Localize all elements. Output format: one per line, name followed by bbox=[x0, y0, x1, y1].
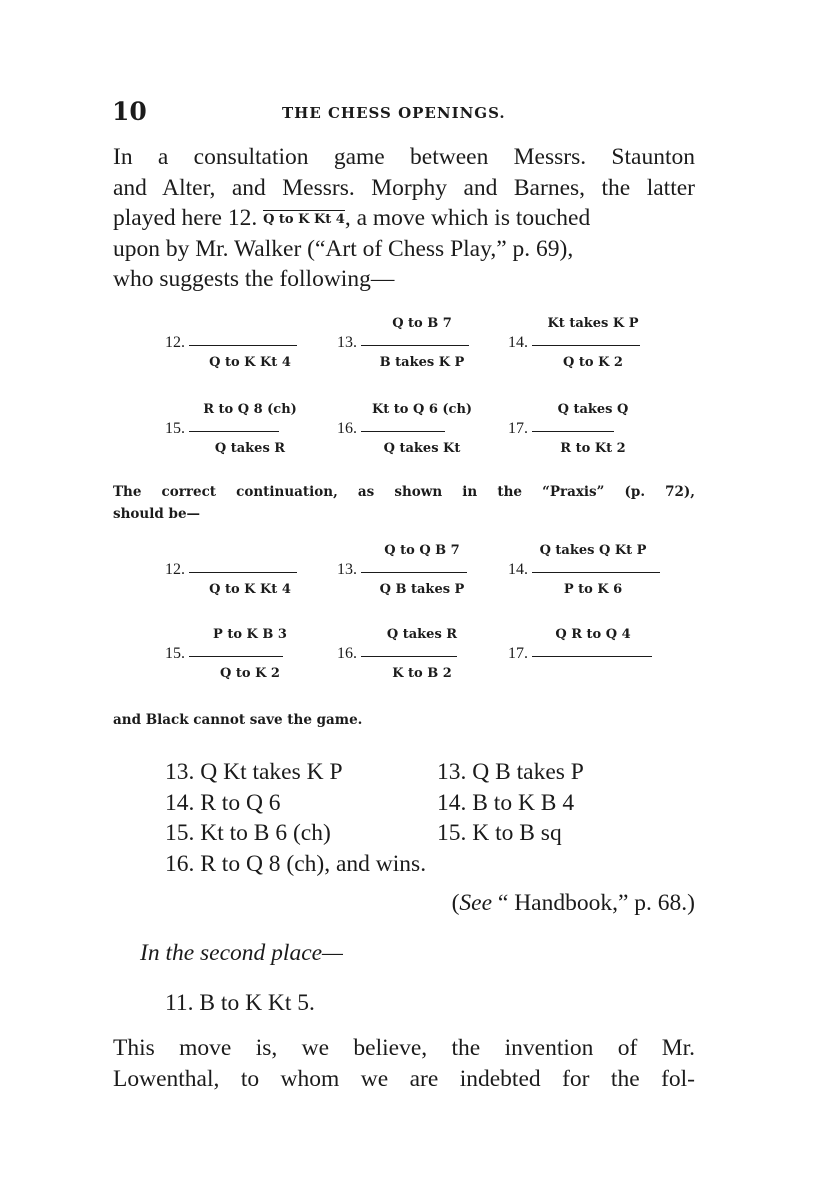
inline-move: Q to K Kt 4 bbox=[263, 212, 345, 227]
move-number: 14. bbox=[508, 561, 528, 578]
white-move: Kt to Q 6 (ch) bbox=[371, 402, 473, 417]
move-number: 17. bbox=[508, 420, 528, 437]
move-number: 15. bbox=[165, 645, 185, 662]
black-move: Q B takes P bbox=[379, 582, 465, 597]
white-move: 16. R to Q 8 (ch), and wins. bbox=[165, 850, 427, 877]
white-move: Q to B 7 bbox=[392, 316, 452, 331]
black-move: Q to K Kt 4 bbox=[209, 355, 291, 370]
fraction-bar bbox=[361, 572, 467, 573]
fraction-bar bbox=[361, 656, 457, 657]
black-move: Q takes R bbox=[214, 441, 286, 456]
black-move: Q to K Kt 4 bbox=[209, 582, 291, 597]
black-move: K to B 2 bbox=[392, 666, 452, 681]
black-move: 15. K to B sq bbox=[437, 820, 562, 846]
move-number: 14. bbox=[508, 334, 528, 351]
fraction-bar bbox=[532, 345, 640, 346]
fraction-bar bbox=[189, 431, 279, 432]
intro-line: and Alter, and Messrs. Morphy and Barnes, the latter bbox=[113, 174, 695, 201]
intro-line: In a consultation game between Messrs. Staunton bbox=[113, 144, 695, 170]
move-number: 16. bbox=[337, 645, 357, 662]
praxis-note-line: should be— bbox=[113, 506, 201, 522]
page-number: 10 bbox=[112, 97, 147, 126]
black-move: 13. Q B takes P bbox=[437, 759, 584, 785]
final-line: This move is, we believe, the invention of Mr. bbox=[113, 1035, 695, 1061]
section-heading: In the second place— bbox=[140, 940, 343, 966]
fraction-bar bbox=[532, 656, 652, 657]
black-move: Q to K 2 bbox=[220, 666, 280, 681]
fraction-bar bbox=[532, 572, 660, 573]
white-move: Kt takes K P bbox=[547, 316, 639, 331]
move-number: 16. bbox=[337, 420, 357, 437]
black-move: Q to K 2 bbox=[563, 355, 623, 370]
white-move: Q to Q B 7 bbox=[384, 543, 460, 558]
white-move: Q takes Q Kt P bbox=[539, 543, 647, 558]
white-move: R to Q 8 (ch) bbox=[203, 402, 297, 417]
black-move bbox=[508, 666, 678, 684]
white-move: Q takes Q bbox=[557, 402, 629, 417]
black-move: R to Kt 2 bbox=[560, 441, 626, 456]
black-move: B takes K P bbox=[379, 355, 465, 370]
white-move: 13. Q Kt takes K P bbox=[165, 759, 343, 785]
final-paragraph bbox=[113, 1033, 695, 1094]
praxis-note bbox=[113, 481, 695, 525]
move-number: 17. bbox=[508, 645, 528, 662]
fraction-bar bbox=[189, 345, 297, 346]
move-number: 12. bbox=[165, 561, 185, 578]
cannot-save-note: and Black cannot save the game. bbox=[113, 712, 363, 728]
intro-line: upon by Mr. Walker (“Art of Chess Play,” p. 69), bbox=[113, 235, 574, 262]
fraction-bar bbox=[532, 431, 614, 432]
intro-line: played here 12. Q to K Kt 4, a move which is touched bbox=[113, 205, 591, 231]
intro-paragraph bbox=[113, 142, 695, 295]
white-move: 14. R to Q 6 bbox=[165, 789, 281, 816]
white-move: Q takes R bbox=[386, 627, 458, 642]
white-move: Q R to Q 4 bbox=[555, 627, 631, 642]
running-head: THE CHESS OPENINGS. bbox=[282, 104, 506, 122]
handbook-reference: (See “ Handbook,” p. 68.) bbox=[451, 890, 695, 916]
fraction-bar bbox=[361, 431, 445, 432]
fraction-bar bbox=[189, 656, 283, 657]
move-number: 12. bbox=[165, 334, 185, 351]
move-number: 15. bbox=[165, 420, 185, 437]
white-move bbox=[165, 316, 335, 334]
final-line: Lowenthal, to whom we are indebted for the fol- bbox=[113, 1065, 695, 1092]
black-move: P to K 6 bbox=[563, 582, 623, 597]
intro-line: who suggests the following— bbox=[113, 266, 395, 292]
white-move bbox=[165, 543, 335, 561]
white-move: 15. Kt to B 6 (ch) bbox=[165, 820, 331, 846]
praxis-note-line: The correct continuation, as shown in the “Praxis” (p. 72), bbox=[113, 484, 695, 500]
bishop-move: 11. B to K Kt 5. bbox=[165, 990, 315, 1016]
black-move: 14. B to K B 4 bbox=[437, 789, 575, 816]
move-number: 13. bbox=[337, 334, 357, 351]
fraction-bar bbox=[189, 572, 297, 573]
fraction-bar bbox=[361, 345, 469, 346]
move-number: 13. bbox=[337, 561, 357, 578]
white-move: P to K B 3 bbox=[213, 627, 287, 642]
black-move: Q takes Kt bbox=[383, 441, 461, 456]
